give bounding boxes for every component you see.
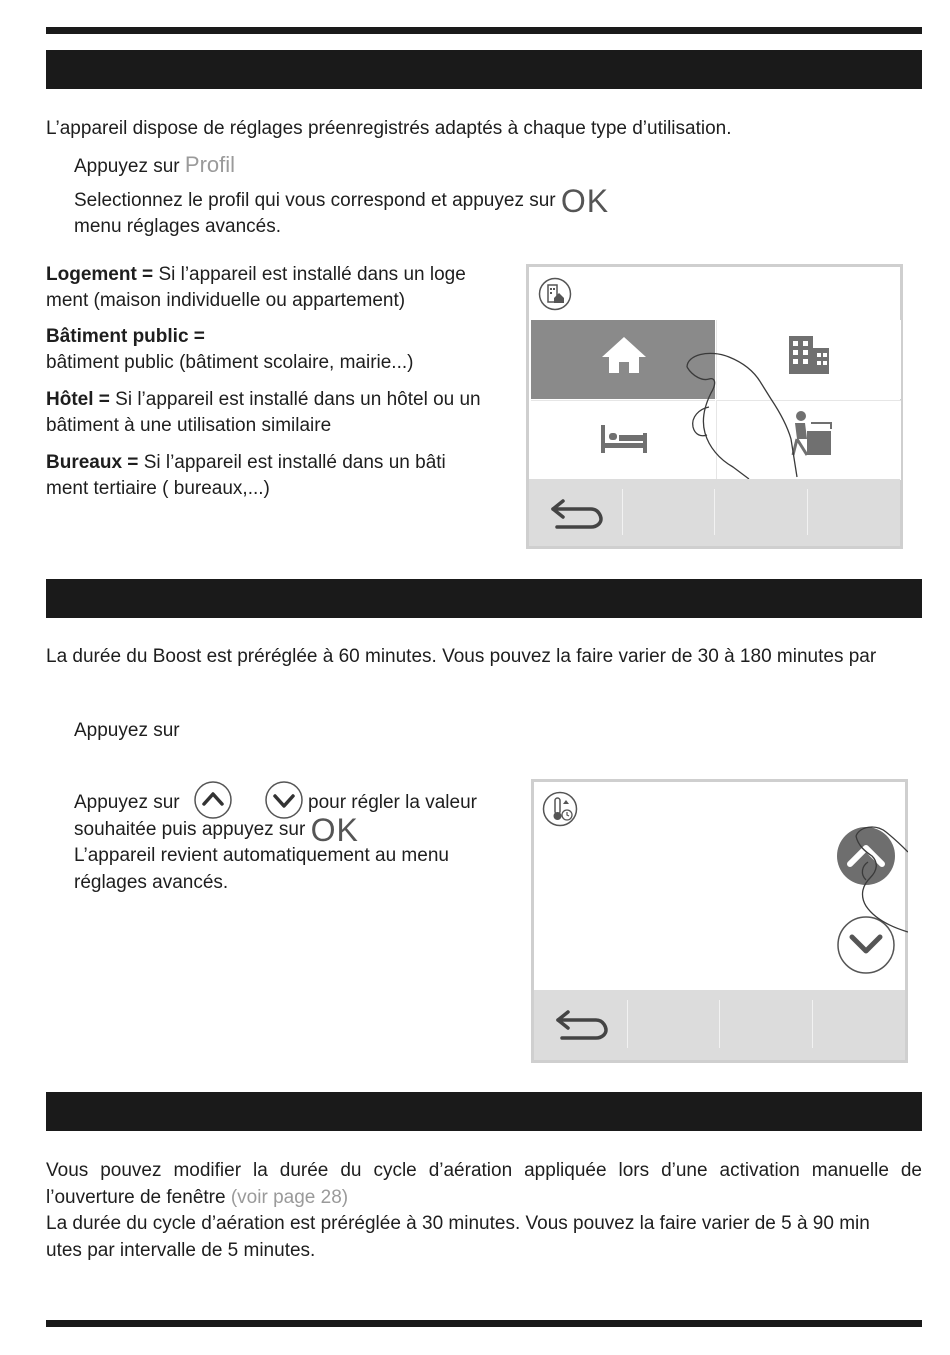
back-arrow-icon[interactable] xyxy=(549,497,605,531)
batiment-label xyxy=(46,324,205,350)
aeration-line-4: utes par intervalle de 5 minutes. xyxy=(46,1240,316,1261)
boost-step-2-prefix: Appuyez sur xyxy=(74,792,180,813)
thermometer-timer-icon xyxy=(542,791,578,827)
section-header-bar-aeration xyxy=(46,1092,922,1131)
bureaux-desc: Si l’appareil est installé dans un bâti xyxy=(143,452,446,473)
boost-step-1: Appuyez sur xyxy=(74,720,180,741)
navbar-separator xyxy=(622,489,623,535)
bureaux-line-1 xyxy=(46,450,446,476)
section-header-bar-boost xyxy=(46,579,922,618)
voir-link[interactable]: (voir xyxy=(230,1187,268,1208)
profile-step-2 xyxy=(74,183,610,219)
profile-device-screen xyxy=(526,264,903,549)
navbar-separator xyxy=(812,1000,813,1048)
chevron-down-icon xyxy=(264,780,304,820)
aeration-line-1: Vous pouvez modifier la durée du cycle d’aération appliquée lors d’une activation manuelle de xyxy=(46,1160,922,1181)
aeration-line-3: La durée du cycle d’aération est préréglée à 30 minutes. Vous pouvez la faire varier de 5 à 90 min xyxy=(46,1213,870,1234)
hotel-line-2: bâtiment à une utilisation similaire xyxy=(46,415,332,436)
aeration-text: l’ouverture de fenêtre xyxy=(46,1187,231,1208)
boost-step-2-line-4: réglages avancés. xyxy=(74,872,229,893)
navbar-separator xyxy=(627,1000,628,1048)
logement-label: Logement = xyxy=(46,264,159,285)
boost-device-screen xyxy=(531,779,908,1063)
boost-step-2-line-2 xyxy=(74,812,359,848)
bureaux-line-2: ment tertiaire ( bureaux,...) xyxy=(46,478,270,499)
bottom-rule xyxy=(46,1320,922,1327)
section-header-bar-profile xyxy=(46,50,922,89)
back-arrow-icon[interactable] xyxy=(554,1008,610,1042)
profil-button-label: Profil xyxy=(184,152,236,177)
hand-pointer-illustration xyxy=(679,347,819,482)
logement-line-2: ment (maison individuelle ou appartement) xyxy=(46,290,406,311)
batiment-label-text: Bâtiment public = xyxy=(46,326,205,347)
profile-intro: L’appareil dispose de réglages préenregistrés adaptés à chaque type d’utilisation. xyxy=(46,118,732,139)
ok-button-label: OK xyxy=(310,812,359,848)
hotel-desc: Si l’appareil est installé dans un hôtel ou un xyxy=(115,389,481,410)
boost-step-2-line-3: L’appareil revient automatiquement au menu xyxy=(74,845,449,866)
logement-line-1 xyxy=(46,262,466,288)
page-28-link[interactable]: page 28) xyxy=(267,1187,349,1208)
home-icon xyxy=(600,335,648,375)
boost-intro: La durée du Boost est préréglée à 60 minutes. Vous pouvez la faire varier de 30 à 180 minutes par xyxy=(46,646,877,667)
hotel-label: Hôtel = xyxy=(46,389,116,410)
building-home-icon xyxy=(538,277,572,311)
boost-screen-navbar xyxy=(534,990,905,1060)
profile-step-1 xyxy=(74,152,235,180)
bureaux-label: Bureaux = xyxy=(46,452,144,473)
boost-step-2-suffix: pour régler la valeur xyxy=(308,792,477,813)
step-text: Selectionnez le profil qui vous correspond et appuyez sur xyxy=(74,190,556,211)
step-text: souhaitée puis appuyez sur xyxy=(74,819,306,840)
aeration-line-2 xyxy=(46,1185,348,1211)
logement-desc: Si l’appareil est installé dans un loge xyxy=(158,264,466,285)
profile-step-2-cont: menu réglages avancés. xyxy=(74,216,282,237)
hand-pointer-illustration xyxy=(852,822,908,952)
navbar-separator xyxy=(719,1000,720,1048)
top-rule xyxy=(46,27,922,34)
navbar-separator xyxy=(714,489,715,535)
ok-button-label: OK xyxy=(560,183,610,219)
batiment-line: bâtiment public (bâtiment scolaire, mairie...) xyxy=(46,352,414,373)
hotel-line-1 xyxy=(46,387,481,413)
chevron-up-icon xyxy=(193,780,233,820)
profile-screen-navbar xyxy=(529,479,900,546)
bed-icon xyxy=(599,421,649,457)
navbar-separator xyxy=(807,489,808,535)
step-text: Appuyez sur xyxy=(74,156,185,177)
